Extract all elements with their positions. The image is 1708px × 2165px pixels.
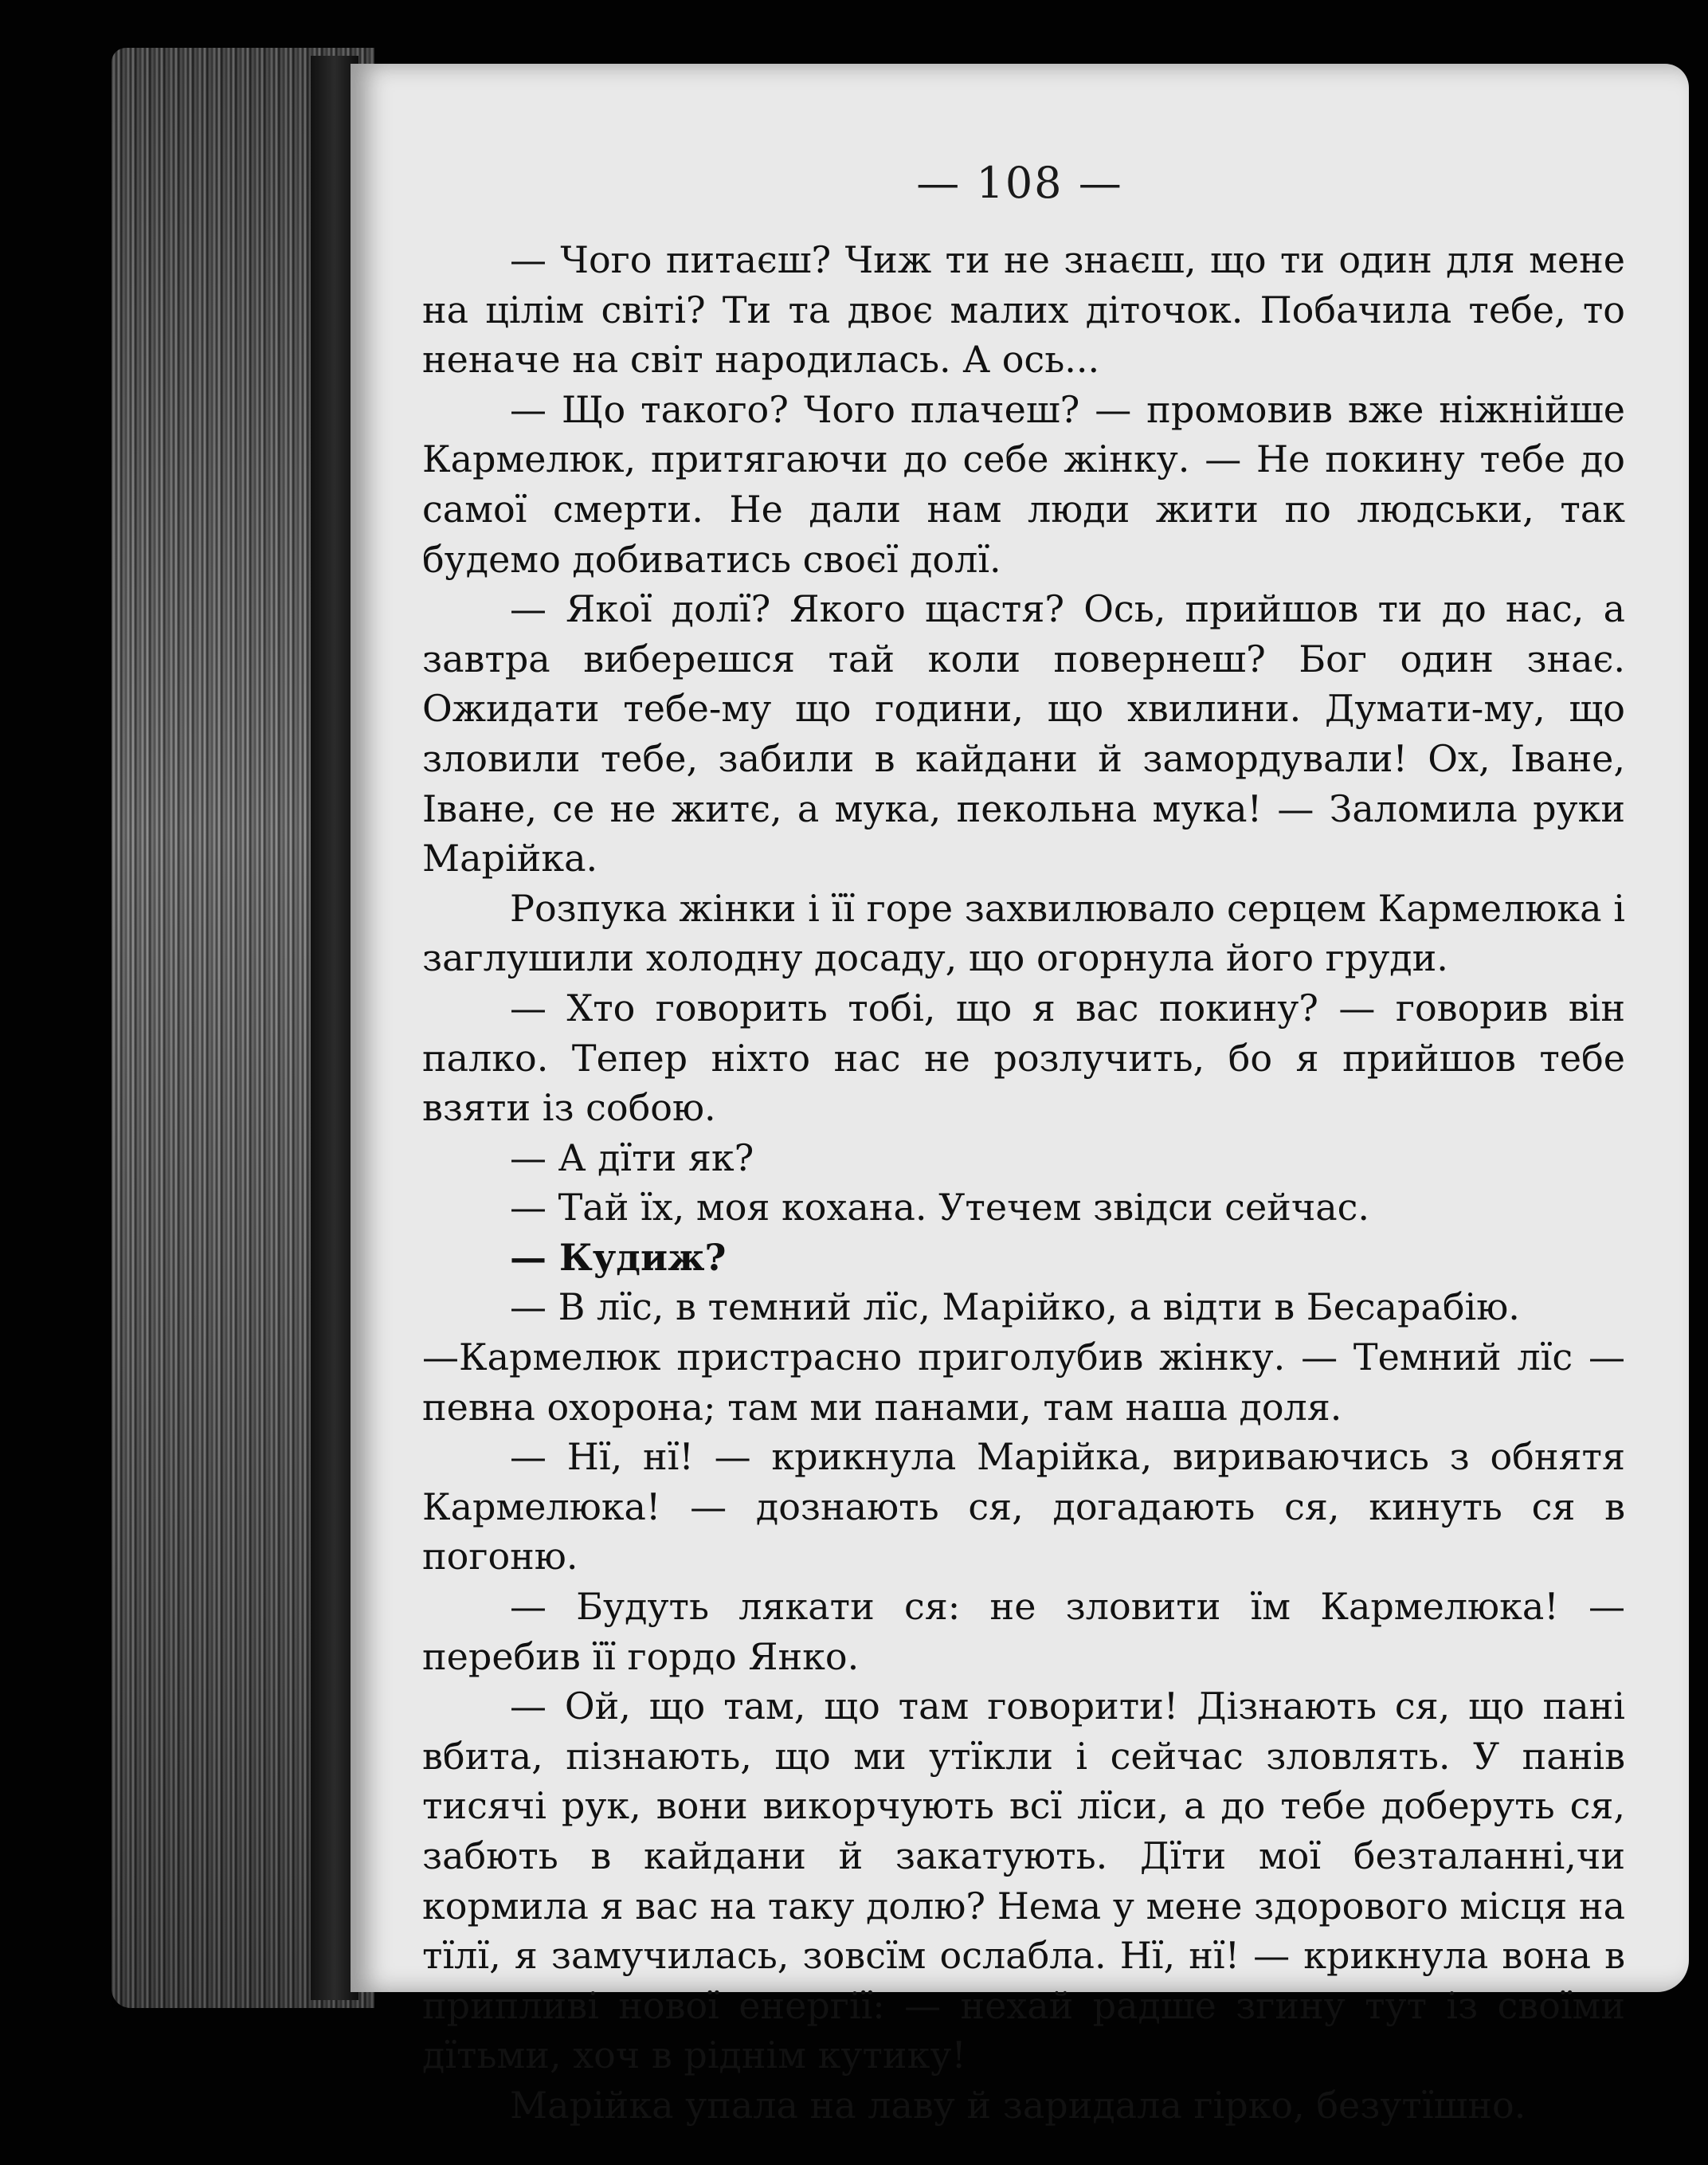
- paragraph-9: — В лїс, в темний лїс, Марійко, а відти в Бесарабію.: [510, 1285, 1520, 1329]
- paragraph-3: — Якої долї? Якого щастя? Ось, прийшов ти до нас, а завтра виберешся тай коли повернеш? Бог один знає. Ожидати тебе-му що години, що хвилини. Думати-му, що зловили тебе, забили в кайдани й замордували! Ох, Іване, Іване, се не житє, а мука, пекольна мука! — Заломила руки Марійка.: [422, 587, 1625, 881]
- paragraph-2: — Що такого? Чого плачеш? — промовив вже ніжнійше Кармелюк, притягаючи до себе жінку. — Не покину тебе до самої смерти. Не дали нам люди жити по людськи, так будемо добиватись своєї долї.: [422, 387, 1625, 581]
- paragraph-11: — Нї, нї! — крикнула Марійка, вириваючись з обнятя Кармелюка! — дознають ся, догадають ся, кинуть ся в погоню.: [422, 1435, 1625, 1579]
- paragraph-1: — Чого питаєш? Чиж ти не знаєш, що ти один для мене на цілім світі? Ти та двоє малих діточок. Побачила тебе, то неначе на світ народилась. А ось...: [422, 238, 1625, 382]
- book-page: [351, 64, 1689, 2127]
- paragraph-5: — Хто говорить тобі, що я вас покину? — говорив він палко. Тепер ніхто нас не розлучить, бо я прийшов тебе взяти із собою.: [422, 986, 1625, 1130]
- page-number: — 108 —: [916, 158, 1123, 208]
- paragraph-6: — А дїти як?: [510, 1135, 754, 1179]
- paragraph-10: —Кармелюк пристрасно приголубив жінку. — Темний лїс — певна охорона; там ми панами, там наша доля.: [422, 1335, 1625, 1429]
- page-text: [422, 235, 1625, 2131]
- paragraph-7: — Тай їх, моя кохана. Утечем звідси сейчас.: [510, 1186, 1370, 1230]
- paragraph-8: — Кудиж?: [510, 1235, 727, 1279]
- paragraph-14: Марійка упала на лаву й заридала гірко, безутїшно.: [510, 2083, 1526, 2127]
- paragraph-4: Розпука жінки і її горе захвилювало серцем Кармелюка і заглушили холодну досаду, що огорнула його груди.: [422, 886, 1625, 980]
- paragraph-13: — Ой, що там, що там говорити! Дізнають ся, що пані вбита, пізнають, що ми утїкли і сейчас зловлять. У панів тисячі рук, вони викорчують всї лїси, а до тебе доберуть ся, забють в кайдани й закатують. Дїти мої безталанні,чи кормила я вас на таку долю? Нема у мене здорового місця на тїлї, я замучилась, зовсїм ослабла. Нї, нї! — крикнула вона в припливі нової енергії: — нехай радше згину тут із своїми дїтьми, хоч в ріднім кутику!: [422, 1685, 1625, 2077]
- paragraph-12: — Будуть лякати ся: не зловити їм Кармелюка! — перебив її гордо Янко.: [422, 1585, 1625, 1678]
